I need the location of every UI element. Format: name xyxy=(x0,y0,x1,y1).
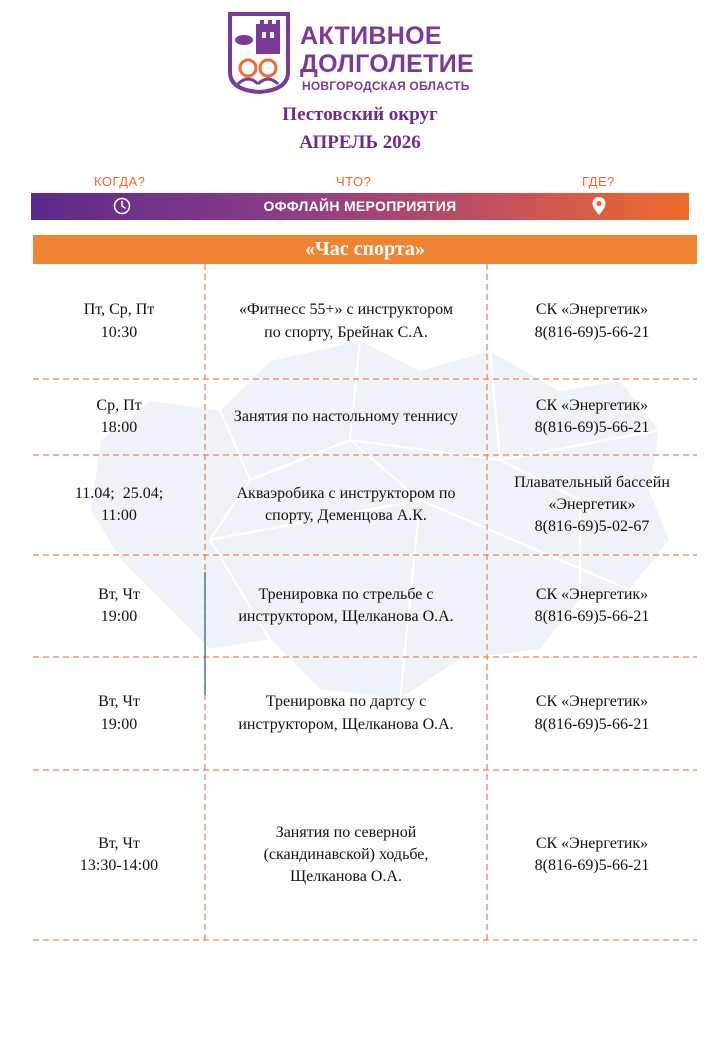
row-2-activity-line1: Занятия по настольному теннису xyxy=(233,407,459,425)
row-1-activity-line1: «Фитнесс 55+» с инструктором xyxy=(239,301,453,319)
row-1-when xyxy=(33,264,205,379)
row-5-activity-line2: инструктором, Щелканова О.А. xyxy=(238,715,454,733)
logo-title-line1: АКТИВНОЕ xyxy=(300,22,442,50)
row-6-what xyxy=(205,770,487,940)
row-1-phone: 8(816-69)5-66-21 xyxy=(534,323,650,341)
row-5-activity-line1: Тренировка по дартсу с xyxy=(265,693,427,711)
row-3-where xyxy=(487,455,697,555)
row-1-days: Пт, Ср, Пт xyxy=(83,301,155,319)
row-4-time: 19:00 xyxy=(100,608,138,625)
logo xyxy=(226,10,506,96)
row-5-where xyxy=(487,657,697,770)
row-6-where xyxy=(487,770,697,940)
logo-title-line2: ДОЛГОЛЕТИЕ xyxy=(300,50,474,78)
district-title: Пестовский округ xyxy=(282,104,438,125)
row-3-when xyxy=(33,455,205,555)
location-pin-icon xyxy=(591,196,607,216)
row-5-phone: 8(816-69)5-66-21 xyxy=(534,715,650,733)
row-1-venue: СК «Энергетик» xyxy=(535,301,649,319)
row-4-activity-line1: Тренировка по стрельбе с xyxy=(258,585,434,603)
row-3-venue-line1: Плавательный бассейн xyxy=(514,473,670,491)
row-3-activity-line2: спорту, Деменцова А.К. xyxy=(265,507,427,524)
row-6-activity-line2: (скандинавской) ходьбе, xyxy=(263,845,429,863)
offline-events-ribbon xyxy=(31,193,689,220)
row-3-time: 11:00 xyxy=(101,507,137,524)
row-4-where xyxy=(487,555,697,657)
logo-emblem-icon xyxy=(226,10,292,94)
ribbon-title: ОФФЛАЙН МЕРОПРИЯТИЯ xyxy=(263,198,457,214)
row-3-activity-line1: Акваэробика с инструктором по xyxy=(236,484,456,502)
column-header-what: ЧТО? xyxy=(336,174,372,189)
row-3-venue-line2: «Энергетик» xyxy=(548,495,636,513)
row-4-days: Вт, Чт xyxy=(98,585,140,603)
logo-subtitle: НОВГОРОДСКАЯ ОБЛАСТЬ xyxy=(302,79,470,93)
row-4-phone: 8(816-69)5-66-21 xyxy=(534,608,650,625)
row-2-when xyxy=(33,379,205,455)
row-6-venue: СК «Энергетик» xyxy=(535,834,649,852)
row-3-what xyxy=(205,455,487,555)
row-4-venue: СК «Энергетик» xyxy=(535,585,649,603)
column-header-when: КОГДА? xyxy=(94,174,146,189)
month-title: АПРЕЛЬ 2026 xyxy=(299,132,421,153)
row-5-days: Вт, Чт xyxy=(98,693,140,711)
row-2-where xyxy=(487,379,697,455)
row-1-what xyxy=(205,264,487,379)
row-6-activity-line1: Занятия по северной xyxy=(275,823,417,841)
row-5-when xyxy=(33,657,205,770)
row-3-phone: 8(816-69)5-02-67 xyxy=(534,518,650,536)
row-1-time: 10:30 xyxy=(100,323,138,341)
row-2-time: 18:00 xyxy=(100,419,138,436)
row-4-activity-line2: инструктором, Щелканова О.А. xyxy=(238,608,454,625)
row-5-what xyxy=(205,657,487,770)
row-4-what xyxy=(205,555,487,657)
row-2-days: Ср, Пт xyxy=(96,396,142,414)
row-4-when xyxy=(33,555,205,657)
row-6-days: Вт, Чт xyxy=(98,834,140,852)
row-2-phone: 8(816-69)5-66-21 xyxy=(534,419,650,436)
row-2-venue: СК «Энергетик» xyxy=(535,396,649,414)
row-5-time: 19:00 xyxy=(100,715,138,733)
section-header-sport-hour xyxy=(33,235,697,264)
row-6-activity-line3: Щелканова О.А. xyxy=(290,868,402,886)
row-1-where xyxy=(487,264,697,379)
column-header-where: ГДЕ? xyxy=(582,174,615,189)
row-6-phone: 8(816-69)5-66-21 xyxy=(534,857,650,874)
section-title: «Час спорта» xyxy=(305,238,425,260)
row-6-when xyxy=(33,770,205,940)
row-6-time: 13:30-14:00 xyxy=(79,857,159,874)
row-2-what xyxy=(205,379,487,455)
row-5-venue: СК «Энергетик» xyxy=(535,693,649,711)
row-1-activity-line2: по спорту, Брейнак С.А. xyxy=(264,323,428,341)
row-3-dates: 11.04; 25.04; xyxy=(74,484,164,502)
